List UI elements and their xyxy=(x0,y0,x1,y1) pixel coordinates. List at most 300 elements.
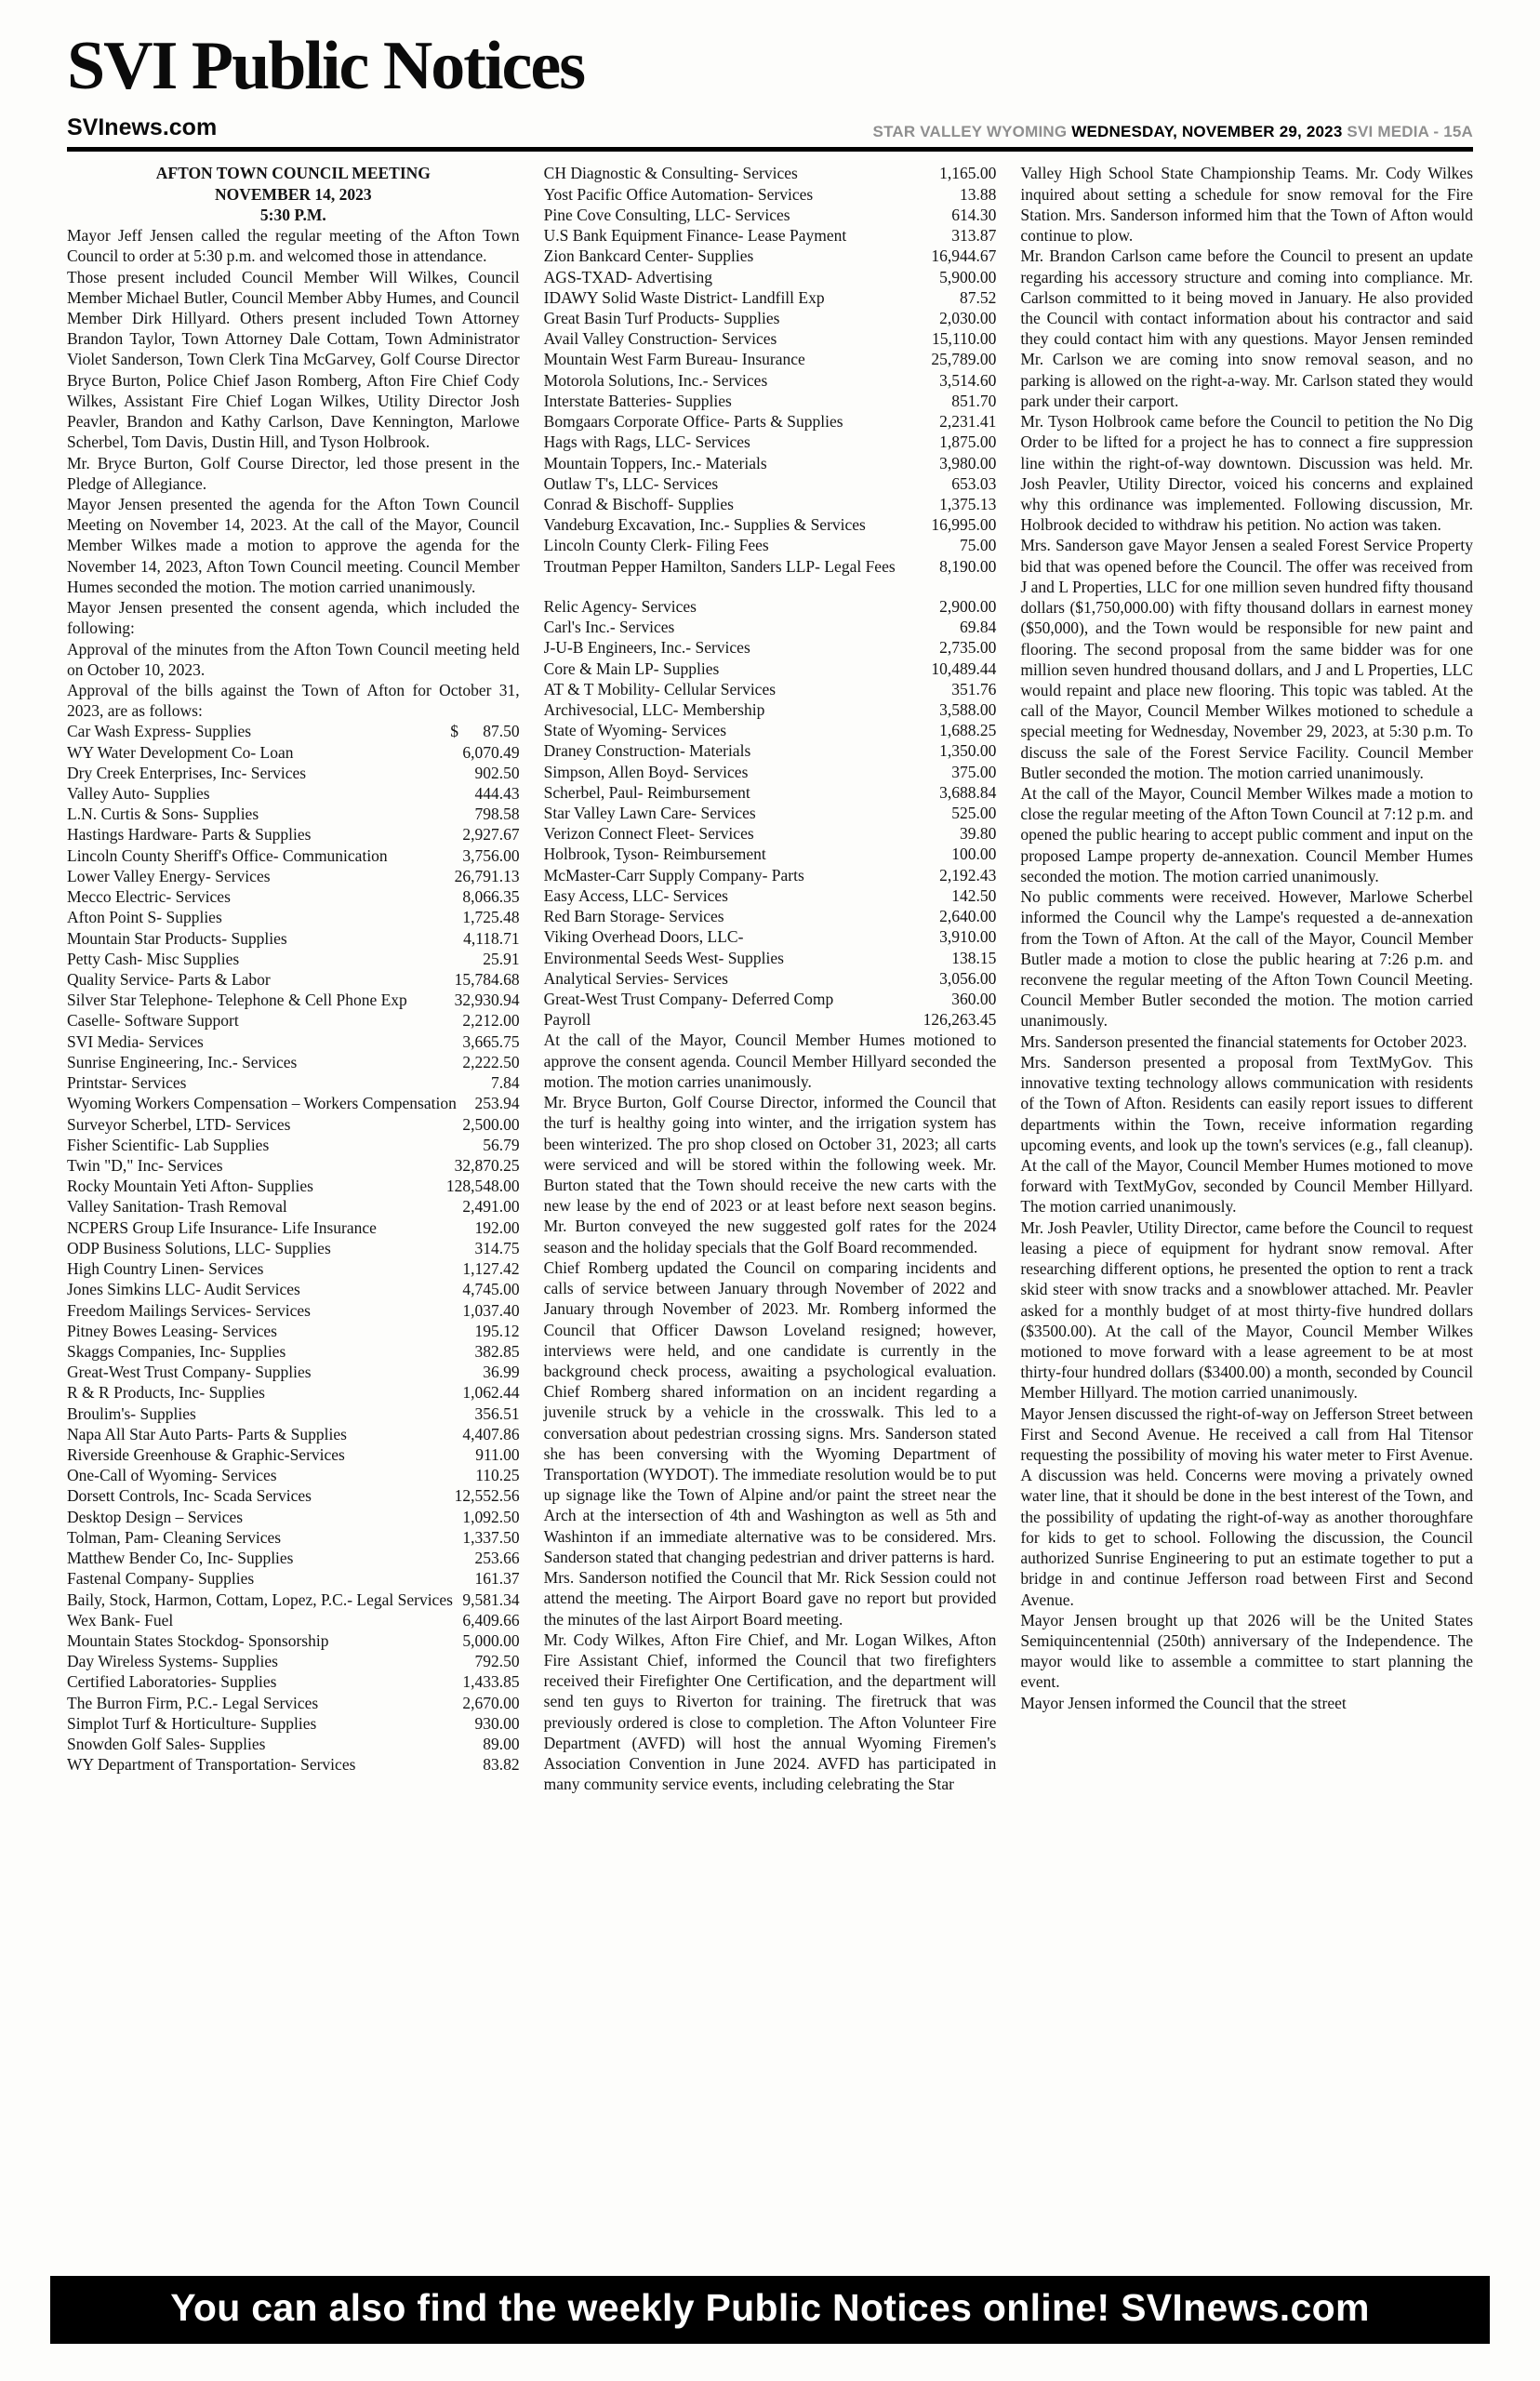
bill-amount: $ 87.50 xyxy=(450,722,520,741)
bill-row xyxy=(67,1321,520,1341)
paragraph: Mr. Cody Wilkes, Afton Fire Chief, and Mr. Logan Wilkes, Afton Fire Assistant Chief, informed the Council that two firefighters received their Firefighter One Certification, and the department will send ten guys to Riverton for training. The firetruck that was previously ordered is close to completion. The Afton Volunteer Fire Department (AVFD) will host the annual Wyoming Firemen's Association Convention in June 2024. AVFD has participated in many community service events, including celebrating the Star xyxy=(543,1629,997,1794)
bill-amount: 1,127.42 xyxy=(462,1259,520,1279)
bill-amount: 3,588.00 xyxy=(939,699,997,719)
bill-payee: Zion Bankcard Center- Supplies xyxy=(543,246,754,266)
bill-amount: 138.15 xyxy=(951,948,997,967)
bill-amount: 15,784.68 xyxy=(454,970,520,989)
bill-row xyxy=(544,473,997,494)
bill-row xyxy=(67,1135,520,1155)
dateline xyxy=(873,123,1473,141)
bill-payee: CH Diagnostic & Consulting- Services xyxy=(543,164,798,183)
bill-amount: 32,930.94 xyxy=(454,991,520,1010)
bill-payee: L.N. Curtis & Sons- Supplies xyxy=(67,805,259,824)
bill-amount: 1,092.50 xyxy=(462,1507,520,1526)
bill-amount: 9,581.34 xyxy=(462,1590,520,1609)
bill-amount: 3,665.75 xyxy=(462,1031,520,1051)
bill-row xyxy=(67,1176,520,1196)
bill-payee: Relic Agency- Services xyxy=(543,596,697,616)
paragraph: At the call of the Mayor, Council Member Humes motioned to approve the consent agenda. Council Member Hillyard seconded the motion. The motion carries unanimously. xyxy=(543,1031,997,1091)
bill-payee: Printstar- Services xyxy=(67,1073,187,1093)
bill-payee: Fastenal Company- Supplies xyxy=(67,1569,255,1589)
bill-amount: 1,725.48 xyxy=(462,908,520,927)
bill-amount: 36.99 xyxy=(483,1363,520,1382)
bill-payee: Payroll xyxy=(543,1010,591,1030)
bill-amount: 1,875.00 xyxy=(939,432,997,452)
bill-payee: Mecco Electric- Services xyxy=(67,887,231,907)
bill-payee: McMaster-Carr Supply Company- Parts xyxy=(543,865,804,885)
bill-amount: 142.50 xyxy=(951,885,997,905)
bill-row xyxy=(544,885,997,906)
bill-row xyxy=(67,907,520,927)
bill-amount: 5,900.00 xyxy=(939,267,997,286)
bill-row xyxy=(67,1693,520,1713)
bill-row xyxy=(544,658,997,679)
bill-amount: 75.00 xyxy=(959,536,997,555)
bill-payee: Hastings Hardware- Parts & Supplies xyxy=(67,825,312,845)
bill-row xyxy=(67,1362,520,1382)
bill-row xyxy=(544,163,997,183)
notice-heading-line: 5:30 P.M. xyxy=(259,205,326,224)
bill-row xyxy=(544,411,997,432)
bill-amount: 2,231.41 xyxy=(939,412,997,432)
bill-row xyxy=(67,1031,520,1052)
bill-payee: AGS-TXAD- Advertising xyxy=(543,267,712,286)
bill-amount: 614.30 xyxy=(951,205,997,224)
bill-payee: Archivesocial, LLC- Membership xyxy=(543,699,765,719)
bill-payee: Verizon Connect Fleet- Services xyxy=(543,824,754,844)
bill-amount: 3,688.84 xyxy=(939,782,997,802)
notice-heading xyxy=(67,163,520,225)
bill-payee: Carl's Inc.- Services xyxy=(543,618,675,637)
bill-row xyxy=(67,1258,520,1279)
bill-amount: 792.50 xyxy=(474,1652,520,1671)
bill-row xyxy=(544,906,997,926)
column-2 xyxy=(544,163,997,2261)
bill-payee: One-Call of Wyoming- Services xyxy=(67,1466,277,1485)
bill-amount: 360.00 xyxy=(951,990,997,1008)
paragraph: Mayor Jeff Jensen called the regular meeting of the Afton Town Council to order at 5:30 p.m. and welcomed those in attendance. xyxy=(67,226,520,266)
paragraph: Valley High School State Championship Teams. Mr. Cody Wilkes inquired about setting a schedule for snow removal for the Fire Station. Mrs. Sanderson informed him that the Town of Afton would continue to plow. xyxy=(1020,164,1474,246)
bill-amount: 16,995.00 xyxy=(931,515,997,535)
bill-row xyxy=(544,679,997,699)
bill-amount: 4,745.00 xyxy=(462,1280,520,1299)
bill-amount: 195.12 xyxy=(474,1321,520,1340)
bill-payee: Mountain Star Products- Supplies xyxy=(67,928,287,948)
bill-row xyxy=(67,1507,520,1527)
bill-payee: Scherbel, Paul- Reimbursement xyxy=(543,782,750,802)
bill-amount: 8,066.35 xyxy=(462,887,520,907)
bill-payee: Dorsett Controls, Inc- Scada Services xyxy=(67,1486,312,1506)
bill-amount: 1,062.44 xyxy=(462,1383,520,1403)
masthead-title: SVI Public Notices xyxy=(67,28,584,104)
bill-amount: 56.79 xyxy=(483,1135,520,1154)
bill-amount: 444.43 xyxy=(474,784,520,804)
bill-amount: 2,192.43 xyxy=(939,865,997,885)
notice-heading-line: AFTON TOWN COUNCIL MEETING xyxy=(155,164,431,183)
bill-row xyxy=(544,596,997,617)
bill-payee: Hags with Rags, LLC- Services xyxy=(543,432,750,452)
bill-row xyxy=(544,246,997,266)
bill-amount: 2,500.00 xyxy=(462,1114,520,1134)
bill-payee: High Country Linen- Services xyxy=(67,1259,264,1279)
notice-heading-line: NOVEMBER 14, 2023 xyxy=(214,184,372,204)
bill-amount: 2,927.67 xyxy=(462,825,520,845)
bill-amount: 1,165.00 xyxy=(939,164,997,183)
bill-payee: Riverside Greenhouse & Graphic-Services xyxy=(67,1445,345,1465)
bill-payee: State of Wyoming- Services xyxy=(543,721,727,740)
bill-payee: Lincoln County Sheriff's Office- Communication xyxy=(67,845,388,865)
bill-row xyxy=(67,783,520,804)
bill-amount: 2,212.00 xyxy=(462,1011,520,1031)
paragraph: Approval of the minutes from the Afton Town Council meeting held on October 10, 2023. xyxy=(67,639,520,679)
bill-payee: Environmental Seeds West- Supplies xyxy=(543,948,784,967)
bill-amount: 1,350.00 xyxy=(939,741,997,761)
bill-row xyxy=(67,824,520,845)
bill-payee: Dry Creek Enterprises, Inc- Services xyxy=(67,763,307,782)
bill-payee: IDAWY Solid Waste District- Landfill Exp xyxy=(543,287,825,307)
bill-amount: 4,118.71 xyxy=(463,928,520,948)
bill-row xyxy=(544,267,997,287)
bill-payee: Core & Main LP- Supplies xyxy=(543,658,720,678)
bill-amount: 5,000.00 xyxy=(462,1631,520,1650)
bill-payee: Afton Point S- Supplies xyxy=(67,908,222,927)
bill-row xyxy=(544,225,997,246)
bill-row xyxy=(67,1754,520,1775)
bill-row xyxy=(67,742,520,763)
bill-row xyxy=(544,740,997,761)
bill-amount: 15,110.00 xyxy=(931,329,997,349)
bill-payee: Baily, Stock, Harmon, Cottam, Lopez, P.C.- Legal Services xyxy=(67,1590,453,1609)
dateline-date: WEDNESDAY, NOVEMBER 29, 2023 xyxy=(1071,123,1343,141)
column-2-paragraphs xyxy=(544,1030,997,1794)
bill-amount: 911.00 xyxy=(475,1445,520,1465)
bill-payee: Interstate Batteries- Supplies xyxy=(543,391,732,410)
bill-payee: Valley Auto- Supplies xyxy=(67,784,210,804)
bill-amount: 3,910.00 xyxy=(939,927,997,947)
paragraph: Mrs. Sanderson presented a proposal from TextMyGov. This innovative texting technology allows communication with residents of the Town of Afton. Residents can easily report issues to different departments within the Town, receive information regarding upcoming events, and look up the town's services (e.g., fall cleanup). At the call of the Mayor, Council Member Humes motioned to move forward with TextMyGov, seconded by Council Member Hillyard. The motion carried unanimously. xyxy=(1020,1052,1474,1217)
bill-payee: Petty Cash- Misc Supplies xyxy=(67,949,240,968)
paragraph: Mr. Bryce Burton, Golf Course Director, informed the Council that the turf is healthy going into winter, and the irrigation system has been winterized. The pro shop closed on October 31, 2023; all carts were serviced and will be stored within the following week. Mr. Burton stated that the Town should receive the new carts with the new lease by the end of 2023 or at least before next season begins. Mr. Burton conveyed the new suggested golf rates for the 2024 season and the holiday specials that the Golf Board recommended. xyxy=(543,1093,997,1257)
bill-row xyxy=(544,782,997,803)
bill-payee: The Burron Firm, P.C.- Legal Services xyxy=(67,1693,319,1712)
bill-amount: 375.00 xyxy=(951,762,997,781)
bill-payee: Great-West Trust Company- Supplies xyxy=(67,1363,312,1382)
paragraph: Mayor Jensen presented the consent agenda, which included the following: xyxy=(67,598,520,638)
bill-amount: 2,030.00 xyxy=(939,309,997,327)
bill-row xyxy=(544,989,997,1009)
bill-payee: Lincoln County Clerk- Filing Fees xyxy=(543,536,769,555)
bill-row xyxy=(544,865,997,885)
bill-row xyxy=(544,637,997,658)
bill-payee: Mountain Toppers, Inc.- Materials xyxy=(543,453,767,472)
bills-list-2a xyxy=(544,163,997,576)
footer-banner xyxy=(50,2276,1490,2344)
bill-amount: 1,688.25 xyxy=(939,721,997,740)
bill-payee: Avail Valley Construction- Services xyxy=(543,329,777,349)
bill-payee: Silver Star Telephone- Telephone & Cell Phone Exp xyxy=(67,991,407,1010)
bill-payee: Certified Laboratories- Supplies xyxy=(67,1672,277,1692)
bill-row xyxy=(544,823,997,844)
bill-row xyxy=(67,1238,520,1258)
bill-amount: 110.25 xyxy=(475,1466,520,1485)
notice-body xyxy=(67,163,1473,2261)
bill-payee: Desktop Design – Services xyxy=(67,1507,244,1526)
bill-row xyxy=(67,1424,520,1444)
paragraph: Mr. Bryce Burton, Golf Course Director, led those present in the Pledge of Allegiance. xyxy=(67,453,520,493)
bill-row xyxy=(544,205,997,225)
bill-amount: 253.94 xyxy=(474,1094,520,1113)
bill-amount: 253.66 xyxy=(474,1549,520,1568)
bill-payee: Twin "D," Inc- Services xyxy=(67,1155,223,1175)
bill-payee: Easy Access, LLC- Services xyxy=(543,885,728,905)
bill-amount: 314.75 xyxy=(474,1238,520,1257)
bill-row xyxy=(67,1155,520,1176)
bill-payee: Caselle- Software Support xyxy=(67,1011,239,1031)
bill-payee: Star Valley Lawn Care- Services xyxy=(543,804,756,823)
bill-row xyxy=(67,949,520,969)
masthead xyxy=(67,28,1473,152)
paragraph: No public comments were received. However, Marlowe Scherbel informed the Council why the Lampe's requested a de-annexation from the Town of Afton. At the call of the Mayor, Council Member Butler made a motion to close the public hearing at 7:26 p.m. and reconvene the regular meeting of the Afton Town Council Meeting. Council Member Butler seconded the motion. The motion carried unanimously. xyxy=(1020,887,1474,1031)
bill-payee: Wyoming Workers Compensation – Workers Compensation xyxy=(67,1094,457,1113)
bill-payee: Simpson, Allen Boyd- Services xyxy=(543,762,749,781)
bill-payee: Napa All Star Auto Parts- Parts & Supplies xyxy=(67,1424,347,1443)
bill-payee: Analytical Servies- Services xyxy=(543,968,728,988)
bill-amount: 4,407.86 xyxy=(462,1424,520,1443)
bill-payee: Outlaw T's, LLC- Services xyxy=(543,473,719,493)
bill-payee: Lower Valley Energy- Services xyxy=(67,866,271,885)
paragraph: Those present included Council Member Will Wilkes, Council Member Michael Butler, Council Member Abby Humes, and Council Member Dirk Hillyard. Others present included Town Attorney Brandon Taylor, Town Attorney Dale Cottam, Town Administrator Violet Sanderson, Town Clerk Tina McGarvey, Golf Course Director Bryce Burton, Police Chief Jason Romberg, Afton Fire Chief Cody Wilkes, Assistant Fire Chief Logan Wilkes, Utility Director Josh Peavler, Brandon and Kathy Carlson, Dave Kennington, Marlowe Scherbel, Tom Davis, Dustin Hill, and Tyson Holbrook. xyxy=(67,267,520,452)
column-3 xyxy=(1020,163,1473,2261)
bill-amount: 3,056.00 xyxy=(939,968,997,988)
bill-amount: 313.87 xyxy=(951,226,997,246)
paragraph: Mayor Jensen informed the Council that the street xyxy=(1020,1693,1347,1712)
bill-row xyxy=(67,886,520,907)
bill-amount: 2,900.00 xyxy=(939,596,997,616)
paragraph: Mayor Jensen brought up that 2026 will be the United States Semiquincentennial (250th) anniversary of the Independence. The mayor would like to assemble a committee to start planning the event. xyxy=(1020,1610,1474,1692)
bills-list-2b xyxy=(544,596,997,1031)
bill-amount: 1,375.13 xyxy=(939,494,997,513)
bill-payee: Holbrook, Tyson- Reimbursement xyxy=(543,845,766,864)
bill-amount: 902.50 xyxy=(474,763,520,782)
bill-row xyxy=(67,1548,520,1568)
bill-payee: AT & T Mobility- Cellular Services xyxy=(543,679,777,698)
bill-row xyxy=(544,535,997,555)
bill-row xyxy=(67,721,520,741)
bill-amount: 1,433.85 xyxy=(462,1672,520,1692)
paragraph: Mrs. Sanderson gave Mayor Jensen a sealed Forest Service Property bid that was opened before the Council. The offer was received from J and L Properties, LLC for one million seven hundred fifty thousand dollars ($1,750,000.00) with fifty thousand dollars in earnest money ($50,000), and the Town would be responsible for new paint and flooring. The second proposal from the same bidder was for one million seven hundred thousand dollars, and J and L Properties, LLC would repaint and place new flooring. This topic was tabled. At the call of the Mayor, Council Member Wilkes motioned to schedule a special meeting for Wednesday, November 29, 2023, at 5:30 p.m. To discuss the sale of the Forest Service Facility. Council Member Butler seconded the motion. The motion carried unanimously. xyxy=(1020,536,1474,782)
bill-amount: 1,037.40 xyxy=(462,1300,520,1320)
bill-row xyxy=(67,866,520,886)
paragraph: Mr. Josh Peavler, Utility Director, came before the Council to request leasing a piece of equipment for hydrant snow removal. After researching different options, he presented the option to rent a track skid steer with snow tracks and a snowblower attached. Mr. Peavler asked for a monthly budget of at most thirty-five hundred dollars ($3500.00). At the call of the Mayor, Council Member Wilkes motioned to move forward with a lease agreement to be at most thirty-four hundred dollars ($3400.00) a month, seconded by Council Member Hillyard. The motion carried unanimously. xyxy=(1020,1217,1474,1403)
bill-payee: Yost Pacific Office Automation- Services xyxy=(543,184,814,204)
bill-row xyxy=(67,1382,520,1403)
bill-row xyxy=(544,453,997,473)
bill-row xyxy=(67,1485,520,1506)
bill-payee: Mountain West Farm Bureau- Insurance xyxy=(543,350,805,369)
bill-row xyxy=(67,1568,520,1589)
bill-row xyxy=(67,1734,520,1754)
bill-amount: 351.76 xyxy=(951,679,997,698)
bill-row xyxy=(544,699,997,720)
bill-amount: 69.84 xyxy=(959,618,997,637)
bill-amount: 1,337.50 xyxy=(462,1527,520,1547)
bill-amount: 2,670.00 xyxy=(462,1693,520,1712)
bill-payee: U.S Bank Equipment Finance- Lease Payment xyxy=(543,226,847,246)
bill-payee: Valley Sanitation- Trash Removal xyxy=(67,1197,287,1217)
bill-row xyxy=(67,1341,520,1362)
bill-row xyxy=(544,391,997,411)
bill-row xyxy=(544,926,997,947)
paragraph: Mayor Jensen discussed the right-of-way on Jefferson Street between First and Second Avenue. He received a call from Hal Titensor requesting the possibility of moving his water meter to First Avenue. A discussion was held. Concerns were moving a privately owned water line, that it should be done in the best interest of the Town, and the possibility of updating the right-of-way as another thoroughfare for kids to get to school. Following the discussion, the Council authorized Sunrise Engineering to put an estimate together to put a bridge in and continue Jefferson road between First and Second Avenue. xyxy=(1020,1403,1474,1609)
bill-row xyxy=(67,1010,520,1031)
bill-row xyxy=(544,349,997,369)
bill-row xyxy=(67,763,520,783)
bill-payee: Mountain States Stockdog- Sponsorship xyxy=(67,1631,329,1650)
bill-amount: 6,070.49 xyxy=(462,742,520,762)
bill-amount: 87.52 xyxy=(959,287,997,307)
bill-row xyxy=(67,1444,520,1465)
bill-amount: 798.58 xyxy=(474,805,520,824)
bill-row xyxy=(544,328,997,349)
bills-gap xyxy=(544,577,997,596)
bill-row xyxy=(544,803,997,823)
bill-row xyxy=(67,1403,520,1424)
bill-amount: 3,514.60 xyxy=(939,370,997,390)
bill-row xyxy=(544,844,997,864)
bill-payee: Jones Simkins LLC- Audit Services xyxy=(67,1280,300,1299)
bill-payee: Conrad & Bischoff- Supplies xyxy=(543,494,734,513)
bill-payee: R & R Products, Inc- Supplies xyxy=(67,1383,265,1403)
bill-amount: 13.88 xyxy=(959,184,997,204)
bill-amount: 128,548.00 xyxy=(445,1177,520,1196)
bill-payee: SVI Media- Services xyxy=(67,1031,204,1051)
footer-banner-text[interactable]: You can also find the weekly Public Notices online! SVInews.com xyxy=(170,2286,1370,2329)
bill-payee: Surveyor Scherbel, LTD- Services xyxy=(67,1114,291,1134)
bill-amount: 39.80 xyxy=(959,824,997,844)
paragraph: Mr. Brandon Carlson came before the Council to present an update regarding his accessory structure and coming into compliance. Mr. Carlson committed to it being moved in January. He also provided the Council with contact information about his contractor and said they could contact him with any questions. Mayor Jensen reminded Mr. Carlson we are coming into snow removal season, and no parking is allowed on the right-a-way. Mr. Carlson stated they would park under their carport. xyxy=(1020,246,1474,410)
bill-amount: 3,756.00 xyxy=(462,845,520,865)
paragraph: Chief Romberg updated the Council on comparing incidents and calls of service between January through November of 2022 and January through November of 2023. Mr. Romberg informed the Council that Officer Dawson Loveland resigned; however, interviews were held, and one candidate is currently in the background check process, awaiting a psychological evaluation. Chief Romberg shared information on an incident regarding a juvenile struck by a vehicle in the crosswalk. This led to a conversation about pedestrian crossing signs. Mrs. Sanderson stated she has been conversing with the Wyoming Department of Transportation (WYDOT). The immediate resolution would be to put up signage like the Town of Alpine and/or paint the street near the Arch at the intersection of 4th and Washington as well as 5th and Washinton if an immediate alternative was to be considered. Mrs. Sanderson stated that changing pedestrian and driver patterns is hard. xyxy=(543,1257,997,1566)
bill-payee: NCPERS Group Life Insurance- Life Insurance xyxy=(67,1217,377,1237)
paragraph: Mrs. Sanderson presented the financial statements for October 2023. xyxy=(1020,1031,1467,1051)
bill-payee: Skaggs Companies, Inc- Supplies xyxy=(67,1341,286,1361)
bill-payee: Quality Service- Parts & Labor xyxy=(67,970,271,989)
bill-row xyxy=(67,1527,520,1548)
bill-payee: Matthew Bender Co, Inc- Supplies xyxy=(67,1549,294,1568)
bill-row xyxy=(67,1671,520,1692)
bill-row xyxy=(67,1072,520,1093)
paragraph: Mayor Jensen presented the agenda for the Afton Town Council Meeting on November 14, 2023. At the call of the Mayor, Council Member Wilkes made a motion to approve the agenda for the November 14, 2023, Afton Town Council meeting. Council Member Humes seconded the motion. The motion carried unanimously. xyxy=(67,494,520,596)
bill-payee: WY Department of Transportation- Services xyxy=(67,1755,356,1775)
bill-payee: Great-West Trust Company- Deferred Comp xyxy=(543,990,834,1008)
bill-row xyxy=(67,1651,520,1671)
bill-row xyxy=(67,1196,520,1217)
bill-amount: 2,640.00 xyxy=(939,907,997,926)
bill-row xyxy=(544,514,997,535)
column-1 xyxy=(67,163,520,2261)
bill-amount: 12,552.56 xyxy=(454,1486,520,1506)
bill-row xyxy=(544,287,997,308)
bill-payee: Pitney Bowes Leasing- Services xyxy=(67,1321,277,1340)
bill-payee: WY Water Development Co- Loan xyxy=(67,742,294,762)
bill-row xyxy=(67,1052,520,1072)
bill-row xyxy=(544,308,997,328)
bill-amount: 2,735.00 xyxy=(939,638,997,658)
bill-payee: Vandeburg Excavation, Inc.- Supplies & Services xyxy=(543,515,866,535)
bill-amount: 100.00 xyxy=(951,845,997,864)
bill-row xyxy=(544,617,997,637)
bill-payee: Freedom Mailings Services- Services xyxy=(67,1300,311,1320)
paragraph: Approval of the bills against the Town of Afton for October 31, 2023, are as follows: xyxy=(67,680,520,721)
bill-payee: Wex Bank- Fuel xyxy=(67,1610,174,1629)
bill-row xyxy=(544,720,997,740)
bill-payee: Snowden Golf Sales- Supplies xyxy=(67,1735,266,1754)
site-name-link[interactable]: SVInews.com xyxy=(67,114,218,141)
bill-amount: 525.00 xyxy=(951,804,997,823)
bill-payee: Simplot Turf & Horticulture- Supplies xyxy=(67,1713,317,1733)
bill-row xyxy=(67,1713,520,1734)
bill-row xyxy=(67,1300,520,1321)
bill-row xyxy=(67,1630,520,1651)
bill-row xyxy=(67,1279,520,1299)
paragraph: Mr. Tyson Holbrook came before the Council to petition the No Dig Order to be lifted for a project he has to connect a fire suppression line within the right-of-way downtown. Discussion was held. Mr. Josh Peavler, Utility Director, voiced his concerns and explained why this ordinance was implemented. Following discussion, Mr. Holbrook decided to withdraw his petition. No action was taken. xyxy=(1020,412,1474,535)
bill-row xyxy=(67,969,520,990)
bill-amount: 6,409.66 xyxy=(462,1610,520,1629)
bill-row xyxy=(67,1465,520,1485)
bill-amount: 126,263.45 xyxy=(923,1010,997,1030)
dateline-edition: SVI MEDIA - 15A xyxy=(1347,123,1473,141)
bill-amount: 930.00 xyxy=(474,1713,520,1733)
bill-payee: ODP Business Solutions, LLC- Supplies xyxy=(67,1238,331,1257)
bill-row xyxy=(67,1610,520,1630)
bill-amount: 10,489.44 xyxy=(931,658,997,678)
column-3-paragraphs xyxy=(1020,163,1473,1712)
bill-row xyxy=(544,494,997,514)
bill-row xyxy=(544,184,997,205)
bill-row xyxy=(544,948,997,968)
paragraph: At the call of the Mayor, Council Member Wilkes made a motion to close the regular meeting of the Afton Town Council at 7:12 p.m. and opened the public hearing to accept public comment and input on the proposed Lampe property de-annexation. Council Member Humes seconded the motion. The motion carried unanimously. xyxy=(1020,784,1474,885)
bill-payee: Motorola Solutions, Inc.- Services xyxy=(543,370,768,390)
bill-row xyxy=(67,845,520,866)
bill-payee: Fisher Scientific- Lab Supplies xyxy=(67,1135,270,1154)
bill-payee: Rocky Mountain Yeti Afton- Supplies xyxy=(67,1177,313,1196)
bill-payee: J-U-B Engineers, Inc.- Services xyxy=(543,638,750,658)
bill-amount: 356.51 xyxy=(474,1403,520,1423)
bill-payee: Day Wireless Systems- Supplies xyxy=(67,1652,278,1671)
bill-payee: Tolman, Pam- Cleaning Services xyxy=(67,1527,282,1547)
bill-row xyxy=(67,1217,520,1238)
bill-payee: Troutman Pepper Hamilton, Sanders LLP- Legal Fees xyxy=(543,556,896,576)
bill-amount: 382.85 xyxy=(474,1341,520,1361)
paragraph: Mrs. Sanderson notified the Council that Mr. Rick Session could not attend the meeting. The Airport Board gave no report but provided the minutes of the last Airport Board meeting. xyxy=(543,1568,997,1629)
bill-payee: Car Wash Express- Supplies xyxy=(67,722,252,741)
bill-row xyxy=(544,762,997,782)
bill-row xyxy=(67,804,520,824)
bill-amount: 653.03 xyxy=(951,473,997,493)
bill-payee: Draney Construction- Materials xyxy=(543,741,751,761)
bill-payee: Viking Overhead Doors, LLC- xyxy=(543,927,744,947)
bill-row xyxy=(67,928,520,949)
bills-list-1 xyxy=(67,721,520,1775)
bill-amount: 32,870.25 xyxy=(454,1155,520,1175)
bill-amount: 2,222.50 xyxy=(462,1052,520,1071)
bill-amount: 7.84 xyxy=(491,1073,520,1093)
bill-amount: 25.91 xyxy=(483,949,520,968)
bill-amount: 851.70 xyxy=(951,391,997,410)
bill-row xyxy=(67,1590,520,1610)
bill-row xyxy=(67,1093,520,1113)
bill-amount: 3,980.00 xyxy=(939,453,997,472)
